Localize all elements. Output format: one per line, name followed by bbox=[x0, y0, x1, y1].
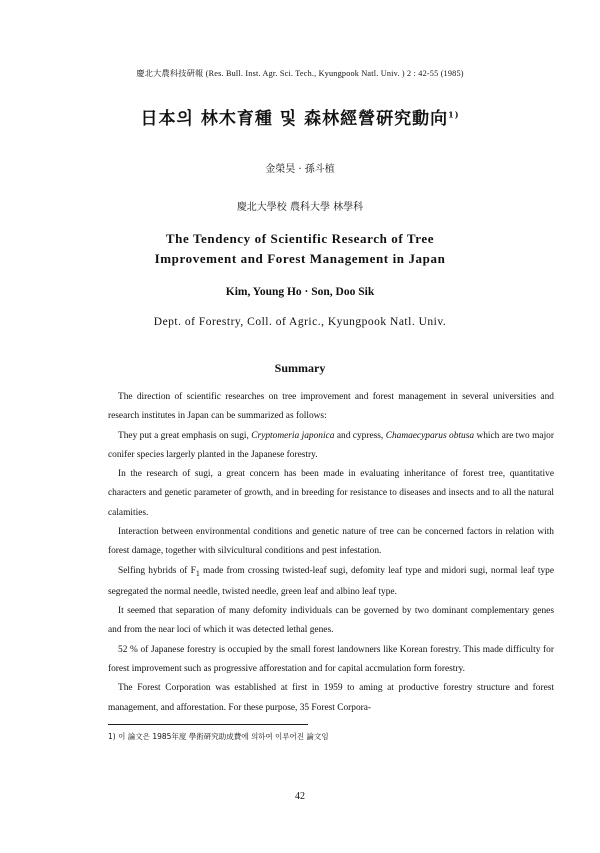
korean-title bbox=[0, 104, 600, 129]
english-title-line2: Improvement and Forest Management in Japan bbox=[154, 251, 446, 266]
summary-paragraph-3: In the research of sugi, a great concern has been made in evaluating inheritance of forest tree, quantitative characters and genetic parameter of growth, and in breeding for resistance to diseases and insects and to all the natural calamities. bbox=[108, 469, 554, 518]
korean-title-text: 日本의 林木育種 및 森林經營硏究動向 bbox=[140, 109, 449, 129]
p2-text-e: which are two major conifer species largerly planted in the Japanese forestry. bbox=[108, 430, 554, 460]
summary-paragraph-2 bbox=[108, 427, 554, 466]
summary-paragraph-4: Interaction between environmental conditions and genetic nature of tree can be concerned factors in relation with forest damage, together with silvicultural conditions and pest infestation. bbox=[108, 527, 554, 557]
summary-heading: Summary bbox=[274, 361, 326, 375]
korean-authors: 金榮昊 · 孫斗植 bbox=[265, 164, 335, 175]
english-title-line1: The Tendency of Scientific Research of Tree bbox=[165, 231, 435, 246]
english-title bbox=[0, 229, 600, 269]
p2-species-2: Chamaecyparus obtusa bbox=[385, 430, 475, 441]
summary-body bbox=[108, 388, 554, 718]
p5-text-b: made from crossing twisted-leaf sugi, defomity leaf type and midori sugi, normal leaf type segregated the normal needle, twisted needle, green leaf and albino leaf type. bbox=[108, 565, 554, 597]
footnote: 1) 이 論文은 1985年度 學術硏究助成費에 의하여 이루어진 論文임 bbox=[108, 732, 329, 741]
p2-text-c: and cypress, bbox=[334, 430, 386, 441]
summary-paragraph-1: The direction of scientific researches on tree improvement and forest management in several universities and research institutes in Japan can be summarized as follows: bbox=[108, 392, 554, 422]
p5-subscript: 1 bbox=[195, 568, 200, 578]
p2-text-a: They put a great emphasis on sugi, bbox=[118, 430, 252, 441]
summary-paragraph-6: It seemed that separation of many defomity individuals can be governed by two dominant complementary genes and from the near loci of which it was detected lethal genes. bbox=[108, 606, 554, 636]
english-authors: Kim, Young Ho · Son, Doo Sik bbox=[225, 286, 375, 298]
page-number: 42 bbox=[295, 791, 305, 802]
footnote-divider bbox=[108, 724, 308, 725]
summary-paragraph-7: 52 % of Japanese forestry is occupied by the small forest landowners like Korean forestry. This made difficulty for forest improvement such as progressive afforestation and for capital accmulation form forestry. bbox=[108, 644, 554, 675]
korean-affiliation: 慶北大學校 農科大學 林學科 bbox=[236, 202, 364, 213]
english-affiliation: Dept. of Forestry, Coll. of Agric., Kyungpook Natl. Univ. bbox=[153, 316, 447, 328]
p5-text-a: Selfing hybrids of F bbox=[118, 565, 196, 576]
korean-title-footnote-mark: 1) bbox=[448, 109, 460, 120]
p2-species-1: Cryptomeria japonica bbox=[251, 430, 335, 441]
summary-paragraph-8: The Forest Corporation was established at first in 1959 to aming at productive forestry structure and forest management, and afforestation. For these purpose, 35 Forest Corpora- bbox=[108, 683, 554, 713]
summary-paragraph-5 bbox=[108, 562, 554, 602]
journal-header: 慶北大農科技硏報 (Res. Bull. Inst. Agr. Sci. Tech., Kyungpook Natl. Univ. ) 2 : 42-55 (1985) bbox=[136, 69, 464, 78]
